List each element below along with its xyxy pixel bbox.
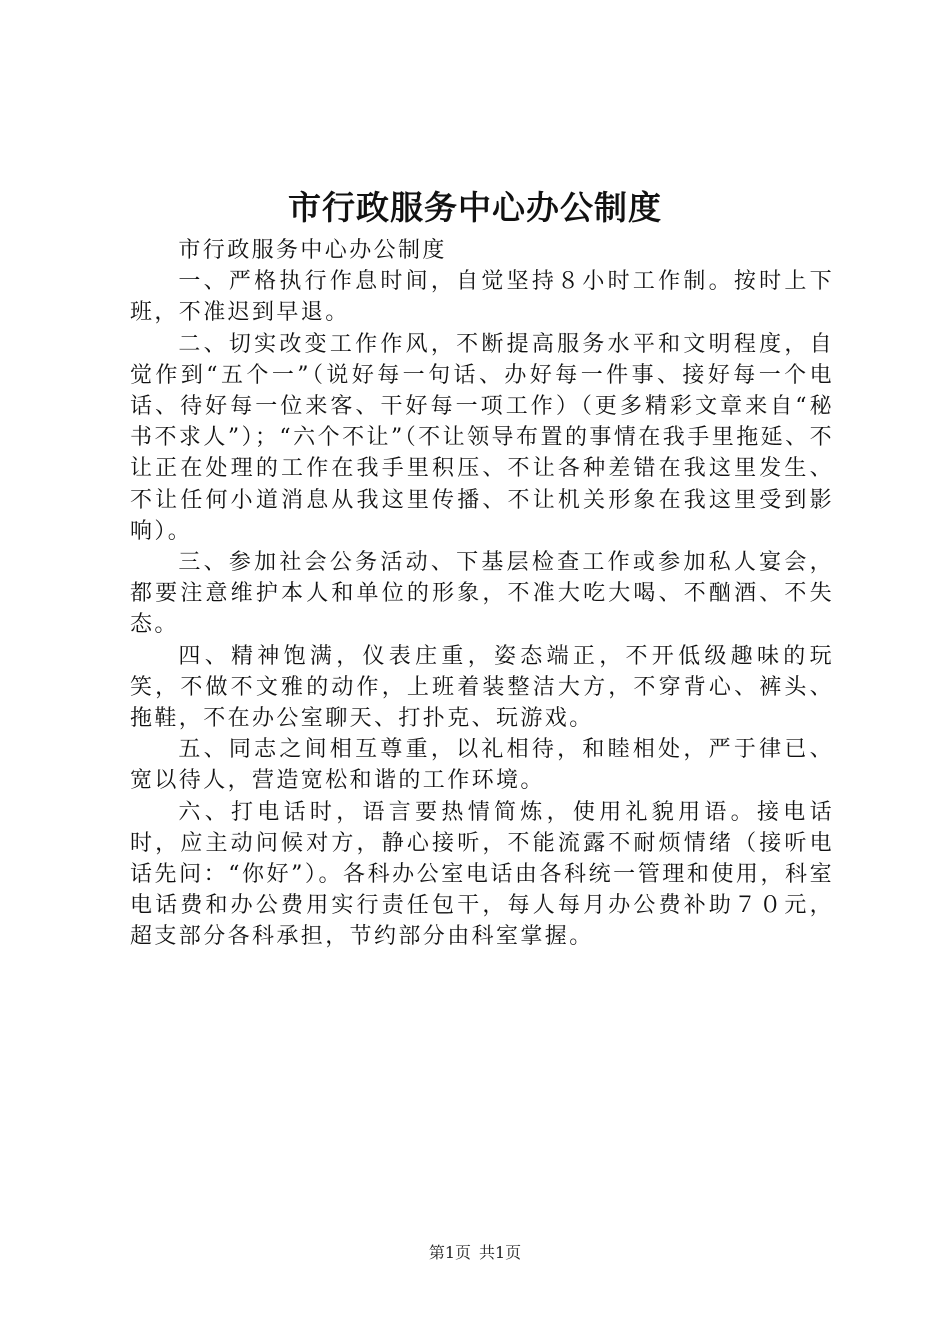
paragraph-heading: 市行政服务中心办公制度: [178, 238, 447, 263]
paragraph-rule-1: 一、严格执行作息时间，自觉坚持８小时工作制。按时上下班，不准迟到早退。: [130, 269, 834, 326]
document-body: [130, 235, 834, 953]
paragraph-rule-5: 五、同志之间相互尊重，以礼相待，和睦相处，严于律已、宽以待人，营造宽松和谐的工作环境。: [130, 737, 834, 794]
document-title: 市行政服务中心办公制度: [288, 188, 662, 227]
page-footer: [0, 1242, 950, 1264]
paragraph-rule-3: 三、参加社会公务活动、下基层检查工作或参加私人宴会，都要注意维护本人和单位的形象，不准大吃大喝、不酗酒、不失态。: [130, 550, 834, 638]
page-number: 第1页: [428, 1243, 471, 1262]
paragraph-rule-4: 四、精神饱满，仪表庄重，姿态端正，不开低级趣味的玩笑，不做不文雅的动作，上班着装整洁大方，不穿背心、裤头、拖鞋，不在办公室聊天、打扑克、玩游戏。: [130, 643, 834, 732]
paragraph-rule-6: 六、打电话时，语言要热情简炼，使用礼貌用语。接电话时，应主动问候对方，静心接听，不能流露不耐烦情绪（接听电话先问：“你好”）。各科办公室电话由各科统一管理和使用，科室电话费和办公费用实行责任包干，每人每月办公费补助７０元，超支部分各科承担，节约部分由科室掌握。: [130, 799, 834, 950]
page-total: 共1页: [479, 1243, 522, 1262]
paragraph-rule-2: 二、切实改变工作作风，不断提高服务水平和文明程度，自觉作到“五个一”（说好每一句话、办好每一件事、接好每一个电话、待好每一位来客、干好每一项工作）（更多精彩文章来自“秘书不求人”）；“六个不让”（不让领导布置的事情在我手里拖延、不让正在处理的工作在我手里积压、不让各种差错在我这里发生、不让任何小道消息从我这里传播、不让机关形象在我这里受到影响）。: [130, 331, 834, 544]
